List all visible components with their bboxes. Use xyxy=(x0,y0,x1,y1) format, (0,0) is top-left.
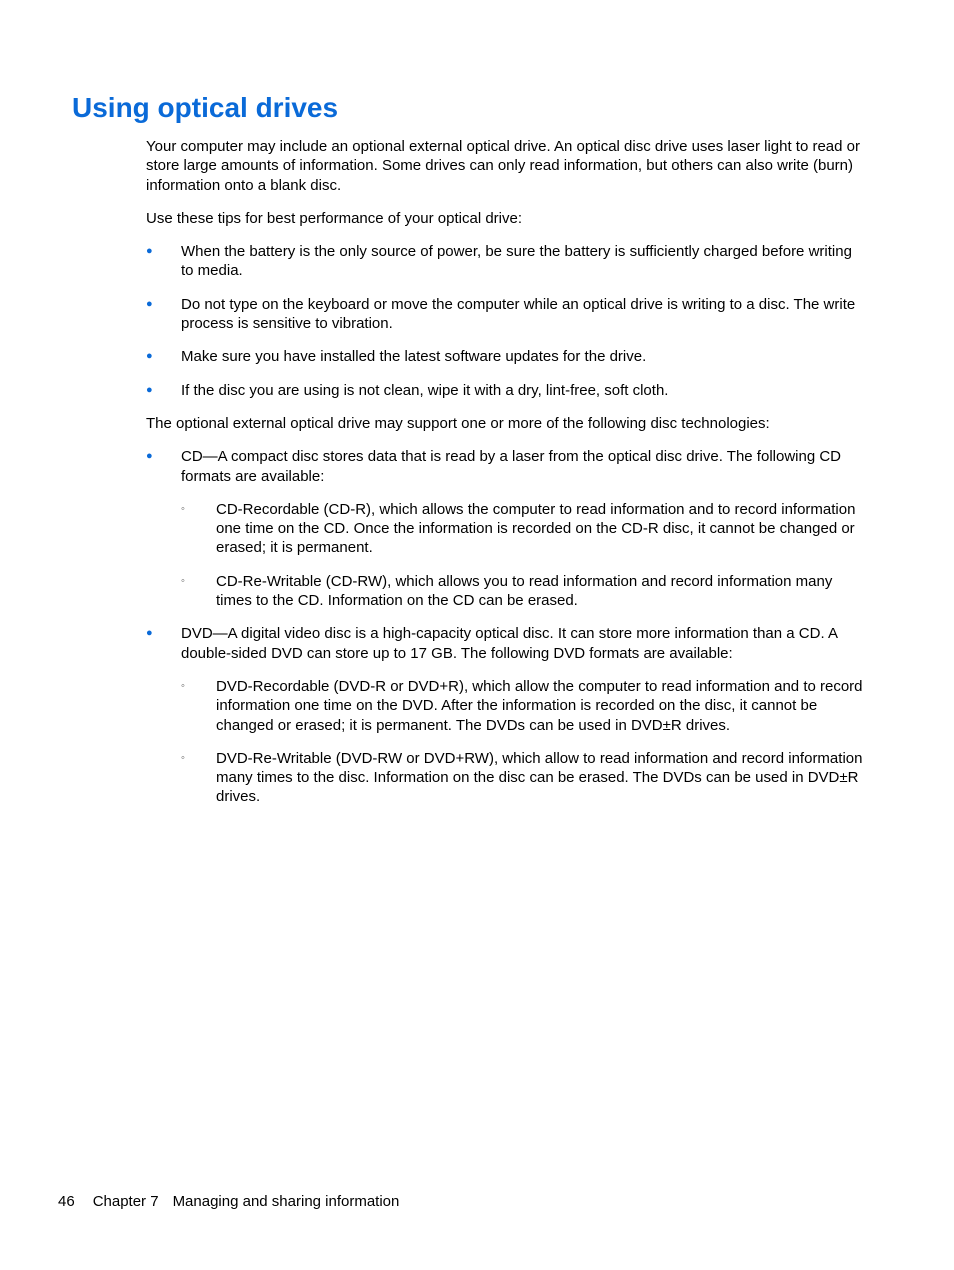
sub-bullet-icon: ◦ xyxy=(181,679,185,692)
bullet-icon: ● xyxy=(146,245,153,258)
bullet-icon: ● xyxy=(146,297,153,310)
technology-text: CD—A compact disc stores data that is read by a laser from the optical disc drive. The following CD formats are available: xyxy=(181,448,842,485)
cd-formats-list xyxy=(181,500,868,610)
technology-text: DVD—A digital video disc is a high-capacity optical disc. It can store more information than a CD. A double-sided DVD can store up to 17 GB. The following DVD formats are available: xyxy=(181,625,838,662)
list-item xyxy=(146,381,868,400)
chapter-title: Managing and sharing information xyxy=(172,1193,400,1210)
format-text: DVD-Re-Writable (DVD-RW or DVD+RW), which allow to read information and record information many times to the disc. Information on the disc can be erased. The DVDs can be used in DVD±R drives. xyxy=(216,749,863,806)
format-text: DVD-Recordable (DVD-R or DVD+R), which allow the computer to read information and to record information one time on the DVD. After the information is recorded on the disc, it cannot be changed or erased; it is permanent. The DVDs can be used in DVD±R drives. xyxy=(216,677,863,734)
main-content xyxy=(146,137,868,821)
list-item xyxy=(181,677,868,735)
page-title: Using optical drives xyxy=(72,92,339,123)
sub-bullet-icon: ◦ xyxy=(181,502,185,515)
list-item-cd xyxy=(146,447,868,610)
list-item xyxy=(181,572,868,611)
intro-paragraph: Your computer may include an optional external optical drive. An optical disc drive uses laser light to read or store large amounts of information. Some drives can only read information, but others can also write (burn) information onto a blank disc. xyxy=(146,138,861,194)
chapter-label: Chapter 7 xyxy=(92,1193,159,1210)
bullet-icon: ● xyxy=(146,350,153,363)
list-item xyxy=(146,347,868,366)
dvd-formats-list xyxy=(181,677,868,807)
tips-list xyxy=(146,242,868,400)
list-item-dvd xyxy=(146,624,868,806)
sub-bullet-icon: ◦ xyxy=(181,751,185,764)
bullet-icon: ● xyxy=(146,383,153,396)
tip-text: Do not type on the keyboard or move the computer while an optical drive is writing to a disc. The write process is sensitive to vibration. xyxy=(181,295,856,333)
tip-text: Make sure you have installed the latest software updates for the drive. xyxy=(181,348,647,366)
bullet-icon: ● xyxy=(146,450,153,463)
list-item xyxy=(146,242,868,281)
format-text: CD-Recordable (CD-R), which allows the computer to read information and to record information one time on the CD. Once the information is recorded on the CD-R disc, it cannot be changed or erased; it is permanent. xyxy=(216,500,856,557)
list-item xyxy=(181,749,868,807)
list-item xyxy=(146,295,868,334)
tip-text: When the battery is the only source of power, be sure the battery is sufficiently charged before writing to media. xyxy=(181,243,852,280)
format-text: CD-Re-Writable (CD-RW), which allows you to read information and record information many times to the CD. Information on the CD can be erased. xyxy=(216,572,833,610)
sub-bullet-icon: ◦ xyxy=(181,574,185,587)
page-number: 46 xyxy=(58,1193,75,1210)
list-item xyxy=(181,500,868,558)
technologies-list xyxy=(146,447,868,806)
tips-intro-paragraph: Use these tips for best performance of your optical drive: xyxy=(146,209,523,227)
page-footer xyxy=(58,1192,399,1211)
tip-text: If the disc you are using is not clean, wipe it with a dry, lint-free, soft cloth. xyxy=(181,381,669,399)
bullet-icon: ● xyxy=(146,627,153,640)
tech-intro-paragraph: The optional external optical drive may support one or more of the following disc technologies: xyxy=(146,414,770,432)
